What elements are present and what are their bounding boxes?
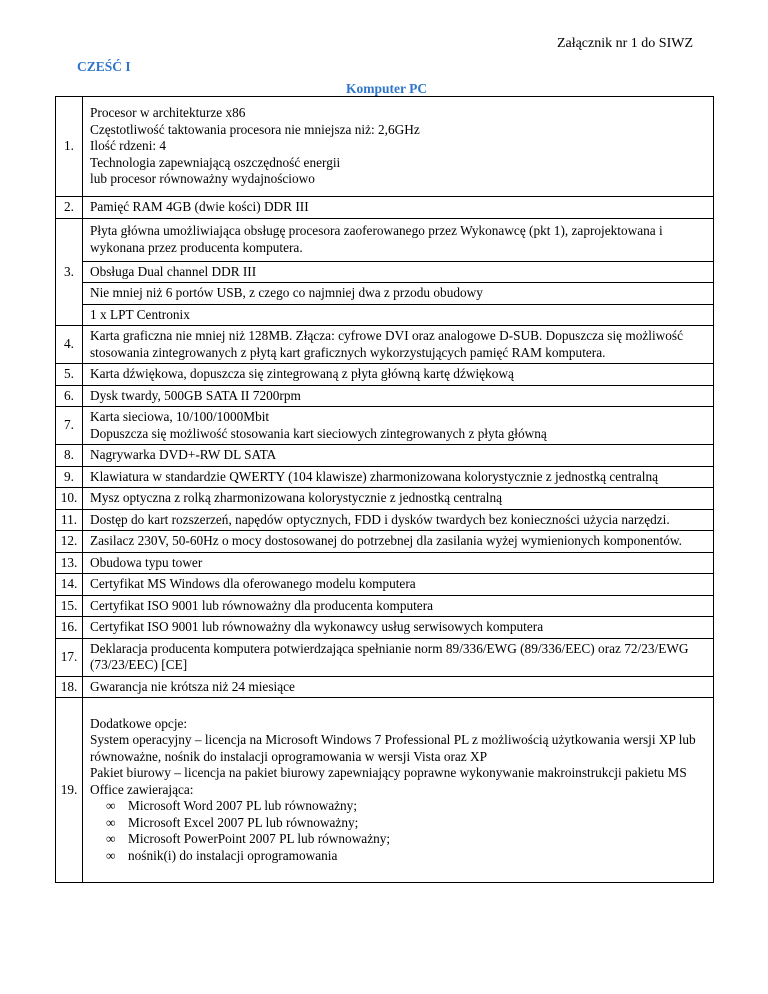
row-number: 14. <box>56 574 83 596</box>
row-description: Obudowa typu tower <box>83 552 714 574</box>
row-description <box>83 698 714 883</box>
spec-row-3-sub <box>56 304 714 326</box>
description-line: Pakiet biurowy – licencja na pakiet biurowy zapewniający poprawne wykonywanie makroinstrukcji pakietu MS Office zawierająca: <box>90 765 687 797</box>
row-description <box>83 407 714 445</box>
spec-row-1 <box>56 97 714 197</box>
spec-row-13 <box>56 552 714 574</box>
row-description: Dysk twardy, 500GB SATA II 7200rpm <box>83 385 714 407</box>
row-subitem: Obsługa Dual channel DDR III <box>83 261 714 283</box>
description-line: Częstotliwość taktowania procesora nie mniejsza niż: 2,6GHz <box>90 121 420 137</box>
description-line: lub procesor równoważny wydajnościowo <box>90 171 315 187</box>
bullet-text: Microsoft Word 2007 PL lub równoważny; <box>128 798 358 814</box>
row-number: 5. <box>56 364 83 386</box>
row-number: 4. <box>56 326 83 364</box>
bullet-item <box>90 848 707 865</box>
row-description: Pamięć RAM 4GB (dwie kości) DDR III <box>83 197 714 219</box>
spec-row-14 <box>56 574 714 596</box>
description-line: Dopuszcza się możliwość stosowania kart sieciowych zintegrowanych z płyta główną <box>90 425 547 441</box>
row-description: Certyfikat ISO 9001 lub równoważny dla wykonawcy usług serwisowych komputera <box>83 617 714 639</box>
row-description <box>83 97 714 197</box>
description-line: System operacyjny – licencja na Microsoft Windows 7 Professional PL z możliwością użytkowania wersji XP lub równoważne, nośnik do instalacji oprogramowania w wersji Vista oraz XP <box>90 732 696 764</box>
row-description: Certyfikat ISO 9001 lub równoważny dla producenta komputera <box>83 595 714 617</box>
row-number: 6. <box>56 385 83 407</box>
row-number: 3. <box>56 218 83 326</box>
row-description: Gwarancja nie krótsza niż 24 miesiące <box>83 676 714 698</box>
description-line: Technologia zapewniającą oszczędność energii <box>90 154 341 170</box>
spec-row-8 <box>56 445 714 467</box>
bullet-item <box>90 831 707 848</box>
spec-row-2 <box>56 197 714 219</box>
row-number: 10. <box>56 488 83 510</box>
part-title: CZEŚĆ I <box>77 59 131 74</box>
row-number: 18. <box>56 676 83 698</box>
spec-row-11 <box>56 509 714 531</box>
spec-row-17 <box>56 638 714 676</box>
spec-row-7 <box>56 407 714 445</box>
infinity-bullet-icon: ∞ <box>106 798 116 814</box>
row-description: Mysz optyczna z rolką zharmonizowana kolorystycznie z jednostką centralną <box>83 488 714 510</box>
row-number: 15. <box>56 595 83 617</box>
row-number: 12. <box>56 531 83 553</box>
row-number: 7. <box>56 407 83 445</box>
row-number: 8. <box>56 445 83 467</box>
description-line: Ilość rdzeni: 4 <box>90 138 167 154</box>
bullet-text: Microsoft Excel 2007 PL lub równoważny; <box>128 814 359 830</box>
row-description: Zasilacz 230V, 50-60Hz o mocy dostosowanej do potrzebnej dla zasilania wyżej wymienionych komponentów. <box>83 531 714 553</box>
spec-row-18 <box>56 676 714 698</box>
infinity-bullet-icon: ∞ <box>106 831 116 847</box>
section-subtitle: Komputer PC <box>346 81 428 96</box>
row-description: Karta dźwiękowa, dopuszcza się zintegrowaną z płyta główną kartę dźwiękową <box>83 364 714 386</box>
spec-row-10 <box>56 488 714 510</box>
bullet-item <box>90 815 707 832</box>
row-number: 2. <box>56 197 83 219</box>
spec-row-6 <box>56 385 714 407</box>
row-subitem: Płyta główna umożliwiająca obsługę procesora zaoferowanego przez Wykonawcę (pkt 1), zaprojektowana i wykonana przez producenta komputera. <box>83 218 714 261</box>
bullet-text: Microsoft PowerPoint 2007 PL lub równoważny; <box>128 831 391 847</box>
bullet-text: nośnik(i) do instalacji oprogramowania <box>128 847 338 863</box>
spec-row-5 <box>56 364 714 386</box>
row-subitem: 1 x LPT Centronix <box>83 304 714 326</box>
row-number: 17. <box>56 638 83 676</box>
row-number: 1. <box>56 97 83 197</box>
description-line: Karta sieciowa, 10/100/1000Mbit <box>90 409 270 424</box>
spec-row-12 <box>56 531 714 553</box>
row-number: 16. <box>56 617 83 639</box>
spec-row-16 <box>56 617 714 639</box>
row-number: 9. <box>56 466 83 488</box>
spec-row-3-sub <box>56 283 714 305</box>
row-description: Certyfikat MS Windows dla oferowanego modelu komputera <box>83 574 714 596</box>
spec-row-19 <box>56 698 714 883</box>
bullet-item <box>90 798 707 815</box>
spec-row-15 <box>56 595 714 617</box>
description-line: Procesor w architekturze x86 <box>90 105 246 121</box>
row-description: Klawiatura w standardzie QWERTY (104 klawisze) zharmonizowana kolorystycznie z jednostką centralną <box>83 466 714 488</box>
row-description: Nagrywarka DVD+-RW DL SATA <box>83 445 714 467</box>
row-subitem: Nie mniej niż 6 portów USB, z czego co najmniej dwa z przodu obudowy <box>83 283 714 305</box>
row-description: Deklaracja producenta komputera potwierdzająca spełnianie norm 89/336/EWG (89/336/EEC) oraz 72/23/EWG (73/23/EEC) [CE] <box>83 638 714 676</box>
spec-row-9 <box>56 466 714 488</box>
specification-table <box>55 96 714 883</box>
spec-row-3-sub <box>56 261 714 283</box>
annex-label: Załącznik nr 1 do SIWZ <box>556 36 693 51</box>
spec-row-3 <box>56 218 714 261</box>
infinity-bullet-icon: ∞ <box>106 847 116 863</box>
infinity-bullet-icon: ∞ <box>106 814 116 830</box>
row-description: Dostęp do kart rozszerzeń, napędów optycznych, FDD i dysków twardych bez konieczności użycia narzędzi. <box>83 509 714 531</box>
row-number: 11. <box>56 509 83 531</box>
spec-row-4 <box>56 326 714 364</box>
row-number: 13. <box>56 552 83 574</box>
row-number: 19. <box>56 698 83 883</box>
description-line: Dodatkowe opcje: <box>90 715 188 731</box>
row-description: Karta graficzna nie mniej niż 128MB. Złącza: cyfrowe DVI oraz analogowe D-SUB. Dopuszcza się możliwość stosowania zintegrowanych z płytą kart graficznych wykorzystujących pamięć RAM komputera. <box>83 326 714 364</box>
